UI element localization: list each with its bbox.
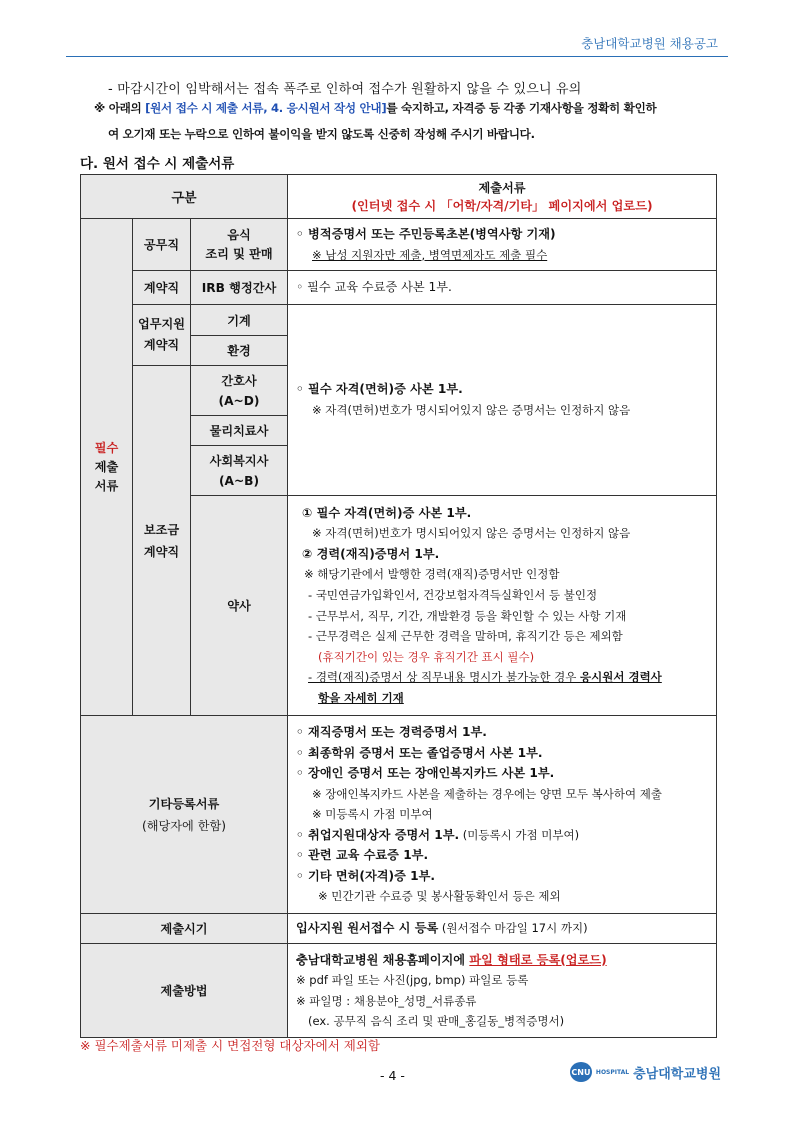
- method-line: ※ pdf 파일 또는 사진(jpg, bmp) 파일로 등록: [296, 973, 529, 987]
- note-line-2: [94, 100, 656, 116]
- license-doc: ◦ 필수 자격(면허)증 사본 1부.: [296, 382, 463, 396]
- method-docs: [288, 944, 717, 1038]
- cooking-note: [296, 245, 708, 266]
- method-a: 충남대학교병원 채용홈페이지에: [296, 952, 470, 967]
- nurse-label: [191, 366, 288, 416]
- hospital-logo: [570, 1062, 721, 1082]
- physio-label: 물리치료사: [191, 416, 288, 446]
- head-documents: [288, 175, 717, 219]
- cooking-label-line: 음식: [227, 227, 251, 242]
- nurse-label-line: (A~D): [218, 393, 260, 408]
- note-line-2-prefix: ※ 아래의: [94, 101, 146, 115]
- cooking-note-text: ※ 남성 지원자만 제출, 병역면제자도 제출 필수: [312, 247, 548, 262]
- other-line: ◦ 재직증명서 또는 경력증명서 1부.: [296, 725, 487, 740]
- other-label-title: 기타등록서류: [148, 796, 220, 811]
- public-label: 공무직: [133, 219, 191, 271]
- logo-mark-icon: CNU: [570, 1062, 592, 1082]
- cooking-doc: ◦ 병적증명서 또는 주민등록초본(병역사항 기재): [296, 226, 556, 241]
- support-contract-line: 업무지원: [137, 317, 186, 331]
- table-row: [81, 914, 717, 944]
- required-group: [81, 219, 133, 716]
- head-documents-sub: (인터넷 접수 시 「어학/자격/기타」 페이지에서 업로드): [351, 198, 653, 213]
- table-row: [81, 716, 717, 914]
- pharm-last-a: - 경력(재직)증명서 상 직무내용 명시가 불가능한 경우: [308, 670, 581, 685]
- irb-label: IRB 행정간사: [191, 271, 288, 305]
- table-row: [81, 305, 717, 336]
- table-row: [81, 271, 717, 305]
- logo-small-text: HOSPITAL: [595, 1068, 630, 1076]
- table-row: [81, 219, 717, 271]
- timing-label: 제출시기: [81, 914, 288, 944]
- pharm-line: - 근무부서, 직무, 기간, 개발환경 등을 확인할 수 있는 사항 기재: [308, 608, 627, 623]
- required-group-line: 서류: [94, 478, 119, 493]
- pharmacist-docs: [288, 496, 717, 716]
- pharm-line: ② 경력(재직)증명서 1부.: [302, 546, 440, 561]
- other-label-sub: (해당자에 한함): [141, 818, 227, 833]
- pharmacist-label: 약사: [191, 496, 288, 716]
- note-line-2-highlight: [원서 접수 시 제출 서류, 4. 응시원서 작성 안내]: [145, 101, 387, 115]
- timing-b: (원서접수 마감일 17시 까지): [438, 921, 588, 935]
- cooking-label: [191, 219, 288, 271]
- social-label: [191, 446, 288, 496]
- other-docs: [288, 716, 717, 914]
- pharm-line: ※ 자격(면허)번호가 명시되어있지 않은 증명서는 인정하지 않음: [312, 526, 631, 541]
- pharm-line-last: [296, 667, 708, 688]
- social-label-line: 사회복지사: [209, 453, 269, 468]
- cooking-label-line: 조리 및 판매: [205, 246, 273, 261]
- note-line-2-suffix: 를 숙지하고, 자격증 등 각종 기재사항을 정확히 확인하: [386, 101, 657, 115]
- subsidy-contract-line: 보조금: [143, 522, 180, 537]
- subsidy-contract-label: [133, 366, 191, 716]
- other-line: ※ 미등록시 가점 미부여: [312, 807, 433, 822]
- other-line: ※ 민간기관 수료증 및 봉사활동확인서 등은 제외: [318, 889, 561, 904]
- table-head-row: [81, 175, 717, 219]
- documents-table: [80, 174, 717, 1038]
- note-line-1: - 마감시간이 임박해서는 접속 폭주로 인하여 접수가 원활하지 않을 수 있으니 유의: [108, 82, 582, 97]
- footer-warning: ※ 필수제출서류 미제출 시 면접전형 대상자에서 제외함: [80, 1038, 380, 1053]
- pharm-line: ① 필수 자격(면허)증 사본 1부.: [302, 505, 472, 520]
- other-line: [296, 825, 708, 846]
- other-line: ◦ 최종학위 증명서 또는 졸업증명서 사본 1부.: [296, 745, 543, 760]
- other-line: ◦ 기타 면허(자격)증 1부.: [296, 868, 435, 883]
- table-row: [81, 944, 717, 1038]
- license-note: ※ 자격(면허)번호가 명시되어있지 않은 증명서는 인정하지 않음: [312, 403, 631, 417]
- note-line-3: 여 오기재 또는 누락으로 인하여 불이익을 받지 않도록 신중히 작성해 주시기 바랍니다.: [108, 127, 535, 141]
- page-number: - 4 -: [380, 1068, 405, 1083]
- section-title: 다. 원서 접수 시 제출서류: [80, 156, 235, 172]
- cooking-docs: [288, 219, 717, 271]
- other-label: [81, 716, 288, 914]
- support-contract-label: [133, 305, 191, 366]
- head-category: 구분: [81, 175, 288, 219]
- other-l6-b: (미등록시 가점 미부여): [459, 827, 580, 842]
- method-label: 제출방법: [81, 944, 288, 1038]
- pharm-last-c: 항을 자세히 기재: [318, 690, 404, 705]
- timing-value: [288, 914, 717, 944]
- method-line: (ex. 공무직 음식 조리 및 판매_홍길동_병적증명서): [308, 1014, 565, 1028]
- timing-a: 입사지원 원서접수 시 등록: [296, 921, 439, 935]
- env-label: 환경: [191, 336, 288, 366]
- other-line: ※ 장애인복지카드 사본을 제출하는 경우에는 양면 모두 복사하여 제출: [312, 786, 662, 801]
- subsidy-contract-line: 계약직: [143, 544, 180, 559]
- pharm-line: - 국민연금가입확인서, 건강보험자격득실확인서 등 불인정: [308, 587, 598, 602]
- header-divider: [66, 56, 728, 57]
- method-line: ※ 파일명 : 채용분야_성명_서류종류: [296, 993, 477, 1008]
- pharm-line: - 근무경력은 실제 근무한 경력을 말하며, 휴직기간 등은 제외함: [308, 629, 623, 644]
- pharm-line: (휴직기간이 있는 경우 휴직기간 표시 필수): [318, 649, 535, 664]
- required-group-line: 필수: [94, 440, 119, 455]
- required-group-line: 제출: [94, 459, 119, 474]
- license-docs: [288, 305, 717, 496]
- machine-label: 기계: [191, 305, 288, 336]
- pharm-line: ※ 해당기관에서 발행한 경력(재직)증명서만 인정함: [304, 567, 560, 582]
- other-l6-a: ◦ 취업지원대상자 증명서 1부.: [296, 827, 460, 842]
- contract-label: 계약직: [133, 271, 191, 305]
- pharm-last-b: 응시원서 경력사: [580, 670, 662, 685]
- method-b: 파일 형태로 등록(업로드): [469, 952, 607, 967]
- head-documents-title: 제출서류: [478, 180, 526, 195]
- other-line: ◦ 장애인 증명서 또는 장애인복지카드 사본 1부.: [296, 766, 555, 781]
- method-line: [296, 950, 708, 971]
- other-line: ◦ 관련 교육 수료증 1부.: [296, 848, 429, 863]
- social-label-line: (A~B): [218, 473, 260, 488]
- header-title: 충남대학교병원 채용공고: [581, 36, 718, 51]
- irb-doc: ◦ 필수 교육 수료증 사본 1부.: [288, 271, 717, 305]
- support-contract-line: 계약직: [143, 338, 180, 352]
- nurse-label-line: 간호사: [221, 373, 257, 388]
- logo-name: 충남대학교병원: [633, 1066, 721, 1082]
